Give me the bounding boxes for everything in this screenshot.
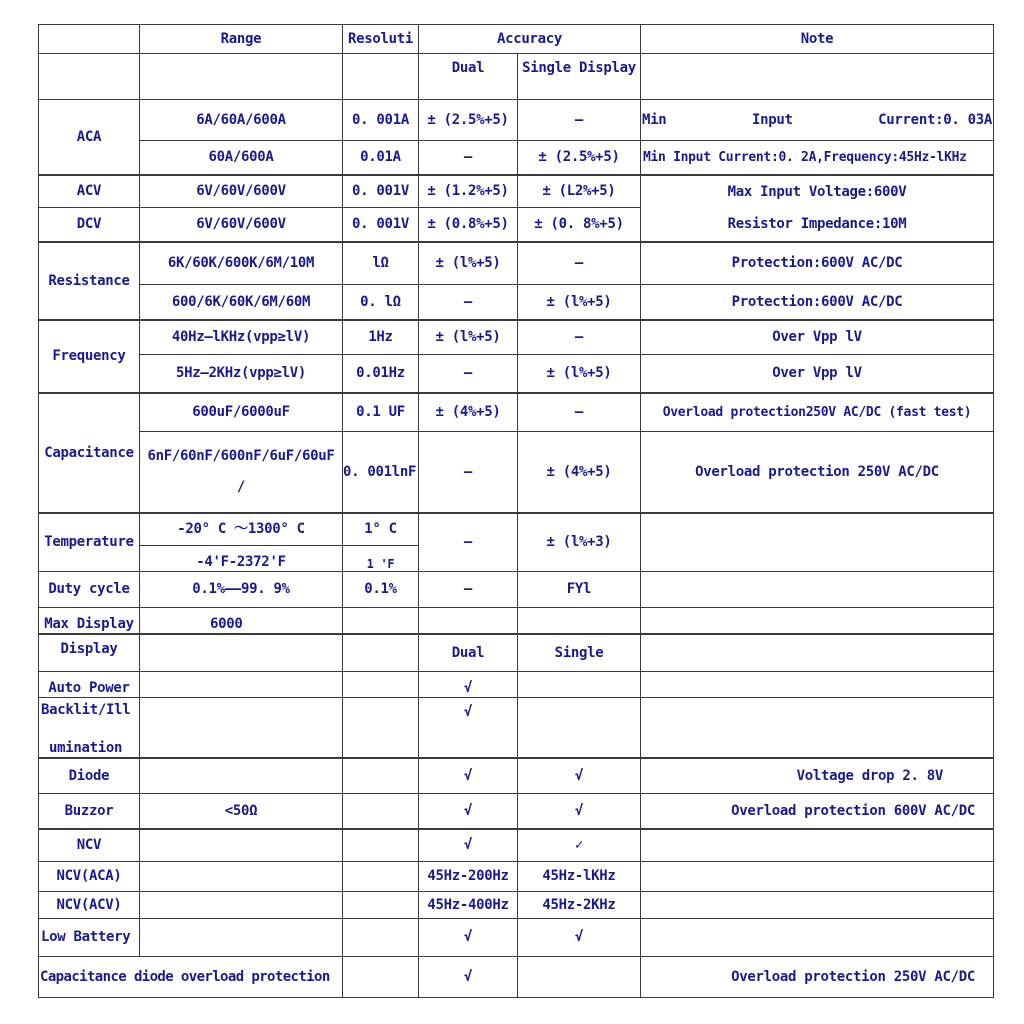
diode-range-blank [139,757,343,794]
dcv-dual: ± (0.8%+5) [418,207,518,242]
dcv-res: 0. 001V [342,207,419,242]
cap-diode-note: Overload protection 250V AC/DC [640,956,994,998]
temperature-single: ± (l%+3) [517,512,641,572]
ncv-aca-range-blank [139,861,343,892]
duty-res: 0.1% [342,571,419,608]
temperature-range-2: -4'F-2372'F [139,545,343,572]
header-resolution: Resoluti [342,24,419,54]
ncv-res-blank [342,828,419,862]
frequency-dual-1: ± (l%+5) [418,319,518,355]
subheader-blank [38,53,140,100]
subheader-range-blank [139,53,343,100]
resistance-res-2: 0. lΩ [342,284,419,320]
backlit-range-blank [139,697,343,758]
temperature-note-blank [640,512,994,572]
header-range: Range [139,24,343,54]
row-label-resistance: Resistance [38,241,140,320]
acv-dual: ± (1.2%+5) [418,174,518,208]
resistance-range-2: 600/6K/60K/6M/60M [139,284,343,320]
display-note-blank [640,633,994,672]
buzzor-range: <50Ω [139,793,343,829]
capacitance-note-1: Overload protection250V AC/DC (fast test) [640,392,994,432]
max-display-value: 6000 [139,607,343,634]
temperature-range-1: -20° C ～1300° C [139,512,343,546]
row-label-cap-diode-overload: Capacitance diode overload protection [38,956,343,998]
backlit-dual: √ [418,697,518,758]
row-label-low-battery: Low Battery [38,918,140,957]
diode-dual: √ [418,757,518,794]
dcv-single: ± (0. 8%+5) [517,207,641,242]
ncv-aca-note-blank [640,861,994,892]
aca-note-1-part-2: Input [751,111,793,128]
row-label-frequency: Frequency [38,319,140,393]
capacitance-res-1: 0.1 UF [342,392,419,432]
cap-diode-single-blank [517,956,641,998]
row-label-temperature: Temperature [38,512,140,572]
low-battery-single: √ [517,918,641,957]
capacitance-single-2: ± (4%+5) [517,431,641,513]
low-battery-res-blank [342,918,419,957]
auto-power-range-blank [139,671,343,698]
row-label-aca: ACA [38,99,140,175]
frequency-dual-2: — [418,354,518,393]
ncv-acv-res-blank [342,891,419,919]
dcv-range: 6V/60V/600V [139,207,343,242]
temperature-res-2: 1 'F [342,545,419,572]
aca-range-2: 60A/600A [139,140,343,175]
display-single: Single [517,633,641,672]
aca-res-2: 0.01A [342,140,419,175]
header-single-display: Single Display [517,53,641,100]
header-blank [38,24,140,54]
acv-note: Max Input Voltage:600V [727,183,907,200]
frequency-single-1: — [517,319,641,355]
capacitance-res-2: 0. 001lnF [342,431,419,513]
resistance-single-1: — [517,241,641,285]
backlit-res-blank [342,697,419,758]
low-battery-range-blank [139,918,343,957]
dcv-note: Resistor Impedance:10M [727,216,907,233]
aca-note-1-part-3: Current:0. 03A [878,111,992,128]
low-battery-dual: √ [418,918,518,957]
backlit-single-blank [517,697,641,758]
duty-dual: — [418,571,518,608]
frequency-single-2: ± (l%+5) [517,354,641,393]
capacitance-range-2-line-1: 6nF/60nF/600nF/6uF/60uF [147,448,335,465]
acv-range: 6V/60V/600V [139,174,343,208]
diode-single: √ [517,757,641,794]
duty-single: FYl [517,571,641,608]
buzzor-note: Overload protection 600V AC/DC [640,793,994,829]
capacitance-dual-2: — [418,431,518,513]
frequency-note-2: Over Vpp lV [640,354,994,393]
row-label-duty-cycle: Duty cycle [38,571,140,608]
ncv-acv-note-blank [640,891,994,919]
frequency-range-2: 5Hz—2KHz(vpp≥lV) [139,354,343,393]
row-label-ncv: NCV [38,828,140,862]
capacitance-note-2: Overload protection 250V AC/DC [640,431,994,513]
resistance-note-2: Protection:600V AC/DC [640,284,994,320]
frequency-range-1: 40Hz—lKHz(vpp≥lV) [139,319,343,355]
capacitance-single-1: — [517,392,641,432]
ncv-aca-res-blank [342,861,419,892]
resistance-range-1: 6K/60K/600K/6M/10M [139,241,343,285]
backlit-note-blank [640,697,994,758]
display-dual: Dual [418,633,518,672]
aca-note-2: Min Input Current:0. 2A,Frequency:45Hz-lKHz [640,140,994,175]
ncv-acv-dual: 45Hz-400Hz [418,891,518,919]
resistance-single-2: ± (l%+5) [517,284,641,320]
row-label-backlit [38,697,140,758]
buzzor-dual: √ [418,793,518,829]
display-res-blank [342,633,419,672]
row-label-ncv-acv: NCV(ACV) [38,891,140,919]
max-display-note-blank [640,607,994,634]
row-label-auto-power: Auto Power [38,671,140,698]
aca-dual-2: — [418,140,518,175]
max-display-dual-blank [418,607,518,634]
diode-note: Voltage drop 2. 8V [640,757,994,794]
max-display-single-blank [517,607,641,634]
row-label-display: Display [38,633,140,672]
aca-note-1 [640,99,994,141]
frequency-res-2: 0.01Hz [342,354,419,393]
acv-dcv-note [640,174,994,242]
row-label-diode: Diode [38,757,140,794]
low-battery-note-blank [640,918,994,957]
ncv-dual: √ [418,828,518,862]
ncv-range-blank [139,828,343,862]
capacitance-range-2-line-2: / [236,479,246,495]
cap-diode-dual: √ [418,956,518,998]
subheader-note-blank [640,53,994,100]
aca-single-1: — [517,99,641,141]
backlit-label-line-2: umination [49,740,123,757]
aca-res-1: 0. 001A [342,99,419,141]
capacitance-range-2 [139,431,343,513]
row-label-ncv-aca: NCV(ACA) [38,861,140,892]
frequency-res-1: 1Hz [342,319,419,355]
capacitance-dual-1: ± (4%+5) [418,392,518,432]
diode-res-blank [342,757,419,794]
acv-res: 0. 001V [342,174,419,208]
row-label-dcv: DCV [38,207,140,242]
frequency-note-1: Over Vpp lV [640,319,994,355]
buzzor-single: √ [517,793,641,829]
duty-note-blank [640,571,994,608]
max-display-res-blank [342,607,419,634]
ncv-aca-single: 45Hz-lKHz [517,861,641,892]
auto-power-res-blank [342,671,419,698]
resistance-note-1: Protection:600V AC/DC [640,241,994,285]
aca-single-2: ± (2.5%+5) [517,140,641,175]
subheader-res-blank [342,53,419,100]
resistance-dual-1: ± (l%+5) [418,241,518,285]
aca-range-1: 6A/60A/600A [139,99,343,141]
temperature-dual: — [418,512,518,572]
resistance-dual-2: — [418,284,518,320]
row-label-capacitance: Capacitance [38,392,140,513]
resistance-res-1: lΩ [342,241,419,285]
temperature-res-1: 1° C [342,512,419,546]
ncv-acv-single: 45Hz-2KHz [517,891,641,919]
auto-power-note-blank [640,671,994,698]
duty-range: 0.1%——99. 9% [139,571,343,608]
buzzor-res-blank [342,793,419,829]
aca-note-1-part-1: Min [642,111,667,128]
backlit-label-line-1: Backlit/Ill [41,702,131,718]
header-dual: Dual [418,53,518,100]
aca-dual-1: ± (2.5%+5) [418,99,518,141]
header-accuracy: Accuracy [418,24,641,54]
capacitance-range-1: 600uF/6000uF [139,392,343,432]
auto-power-single-blank [517,671,641,698]
header-note: Note [640,24,994,54]
row-label-max-display: Max Display [38,607,140,634]
acv-single: ± (L2%+5) [517,174,641,208]
row-label-buzzor: Buzzor [38,793,140,829]
cap-diode-res-blank [342,956,419,998]
row-label-acv: ACV [38,174,140,208]
ncv-note-blank [640,828,994,862]
ncv-aca-dual: 45Hz-200Hz [418,861,518,892]
auto-power-dual: √ [418,671,518,698]
ncv-single: ✓ [517,828,641,862]
ncv-acv-range-blank [139,891,343,919]
display-range-blank [139,633,343,672]
